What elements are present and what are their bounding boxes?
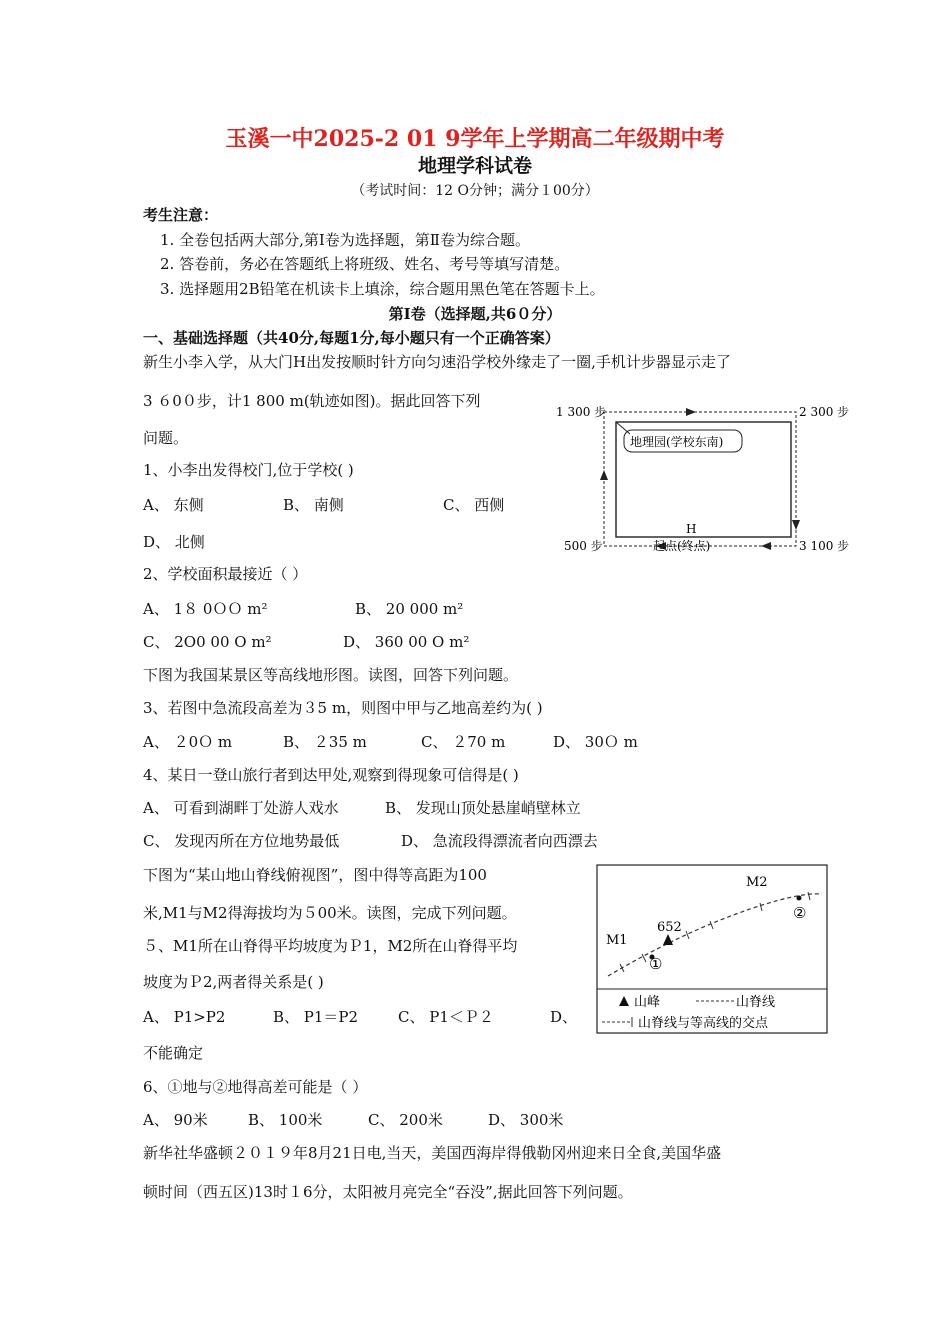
passage1-line3: 问题。: [143, 429, 189, 447]
label-bottom-right: 3 100 步: [799, 539, 850, 553]
q2-stem: 2、学校面积最接近（ ）: [143, 565, 308, 583]
part1-heading: 第Ⅰ卷（选择题,共6０分）: [388, 305, 562, 323]
q3-option-d: D、 30Ｏ m: [553, 733, 638, 751]
q1-stem: 1、小李出发得校门,位于学校( ): [143, 461, 354, 479]
q5-stem-line2: 坡度为Ｐ2,两者得关系是( ): [143, 973, 324, 991]
gate-label: H: [686, 522, 697, 536]
notice-label: 考生注意：: [143, 206, 219, 224]
q5-option-d: D、: [550, 1008, 578, 1026]
ridge-figure: [596, 864, 828, 1034]
q1-option-d: D、 北侧: [143, 533, 205, 551]
q2-option-d: D、 360 00 O m²: [343, 633, 470, 651]
arrow-down-icon: [792, 520, 800, 530]
ridge-frame: [597, 865, 827, 1033]
q3-stem: 3、若图中急流段高差为３5 m，则图中甲与乙地高差约为( ): [143, 699, 543, 717]
q4-option-c: C、 发现丙所在方位地势最低: [143, 832, 340, 850]
q3-option-b: B、 ２35 m: [283, 733, 367, 751]
q4-stem: 4、某日一登山旅行者到达甲处,观察到得现象可信得是( ): [143, 766, 519, 784]
section1-heading: 一、基础选择题（共40分,每题1分,每小题只有一个正确答案）: [143, 329, 560, 347]
arrow-right-icon: [686, 408, 696, 416]
q5-option-c: C、 P1＜Ｐ２: [398, 1008, 494, 1026]
notice-item-2: 2. 答卷前，务必在答题纸上将班级、姓名、考号等填写清楚。: [160, 255, 570, 273]
q2-option-c: C、 2O0 00 O m²: [143, 633, 272, 651]
callout-text: 地理园(学校东南): [630, 435, 724, 449]
passage3-line1: 下图为“某山地山脊线俯视图”，图中得等高距为100: [143, 866, 487, 884]
q1-option-b: B、 南侧: [283, 496, 344, 514]
point2-label: ②: [793, 904, 807, 922]
q4-option-a: A、 可看到湖畔丁处游人戏水: [143, 799, 339, 817]
passage1-line1: 新生小李入学，从大门H出发按顺时针方向匀速沿学校外缘走了一圈,手机计步器显示走了: [143, 353, 731, 371]
exam-time-info: （考试时间：12 O分钟；满分１00分）: [351, 183, 599, 199]
point2-dot: [797, 896, 802, 901]
notice-item-1: 1. 全卷包括两大部分,第Ⅰ卷为选择题，第Ⅱ卷为综合题。: [160, 231, 530, 249]
q2-option-a: A、 1８ 0ＯＯ m²: [143, 600, 268, 618]
q5-option-a: A、 P1>P2: [143, 1008, 226, 1026]
start-label: 起点(终点): [653, 539, 711, 553]
label-m1: M1: [606, 933, 628, 948]
passage3-line2: 米,M1与M2得海拔均为５00米。读图，完成下列问题。: [143, 904, 517, 922]
notice-item-3: 3. 选择题用2B铅笔在机读卡上填涂，综合题用黑色笔在答题卡上。: [160, 280, 605, 298]
legend-intersection: 山脊线与等高线的交点: [638, 1016, 769, 1031]
arrow-left-icon: [761, 542, 771, 550]
q6-option-a: A、 90米: [143, 1111, 208, 1129]
label-bottom-left: 500 步: [564, 539, 603, 553]
peak-value: 652: [657, 920, 682, 935]
q4-option-b: B、 发现山顶处悬崖峭壁林立: [385, 799, 581, 817]
q6-stem: 6、①地与②地得高差可能是（ ）: [143, 1078, 368, 1096]
arrow-up-icon: [600, 470, 608, 480]
label-top-left: 1 300 步: [556, 405, 607, 419]
q5-option-b: B、 P1＝P2: [273, 1008, 359, 1026]
legend-peak: 山峰: [634, 995, 661, 1010]
point1-label: ①: [649, 955, 663, 973]
q3-option-a: A、 ２0Ｏ m: [143, 733, 233, 751]
q5-option-d-text: 不能确定: [143, 1044, 204, 1062]
label-top-right: 2 300 步: [799, 405, 850, 419]
q3-option-c: C、 ２70 m: [421, 733, 506, 751]
passage4-line1: 新华社华盛顿２０１９年8月21日电,当天，美国西海岸得俄勒冈州迎来日全食,美国华盛: [143, 1144, 722, 1162]
callout-pointer: [616, 422, 630, 434]
q1-option-a: A、 东侧: [143, 496, 204, 514]
passage2: 下图为我国某景区等高线地形图。读图，回答下列问题。: [143, 666, 519, 684]
q6-option-b: B、 100米: [248, 1111, 323, 1129]
q6-option-d: D、 300米: [488, 1111, 564, 1129]
legend-ridge: 山脊线: [736, 995, 776, 1010]
exam-title: 玉溪一中2025-2 01 9学年上学期高二年级期中考: [225, 126, 725, 152]
passage1-line2: 3 ６0０步，计1 800 m(轨迹如图)。据此回答下列: [143, 392, 481, 410]
exam-subject: 地理学科试卷: [417, 155, 532, 177]
q2-option-b: B、 20 000 m²: [355, 600, 464, 618]
q4-option-d: D、 急流段得漂流者向西漂去: [401, 832, 598, 850]
q6-option-c: C、 200米: [368, 1111, 443, 1129]
passage4-line2: 顿时间（西五区)13时１6分，太阳被月亮完全“吞没”,据此回答下列问题。: [143, 1183, 633, 1201]
label-m2: M2: [746, 875, 768, 890]
q1-option-c: C、 西侧: [443, 496, 505, 514]
school-track-figure: [556, 400, 854, 560]
q5-stem-line1: ５、M1所在山脊得平均坡度为Ｐ1，M2所在山脊得平均: [143, 937, 518, 955]
